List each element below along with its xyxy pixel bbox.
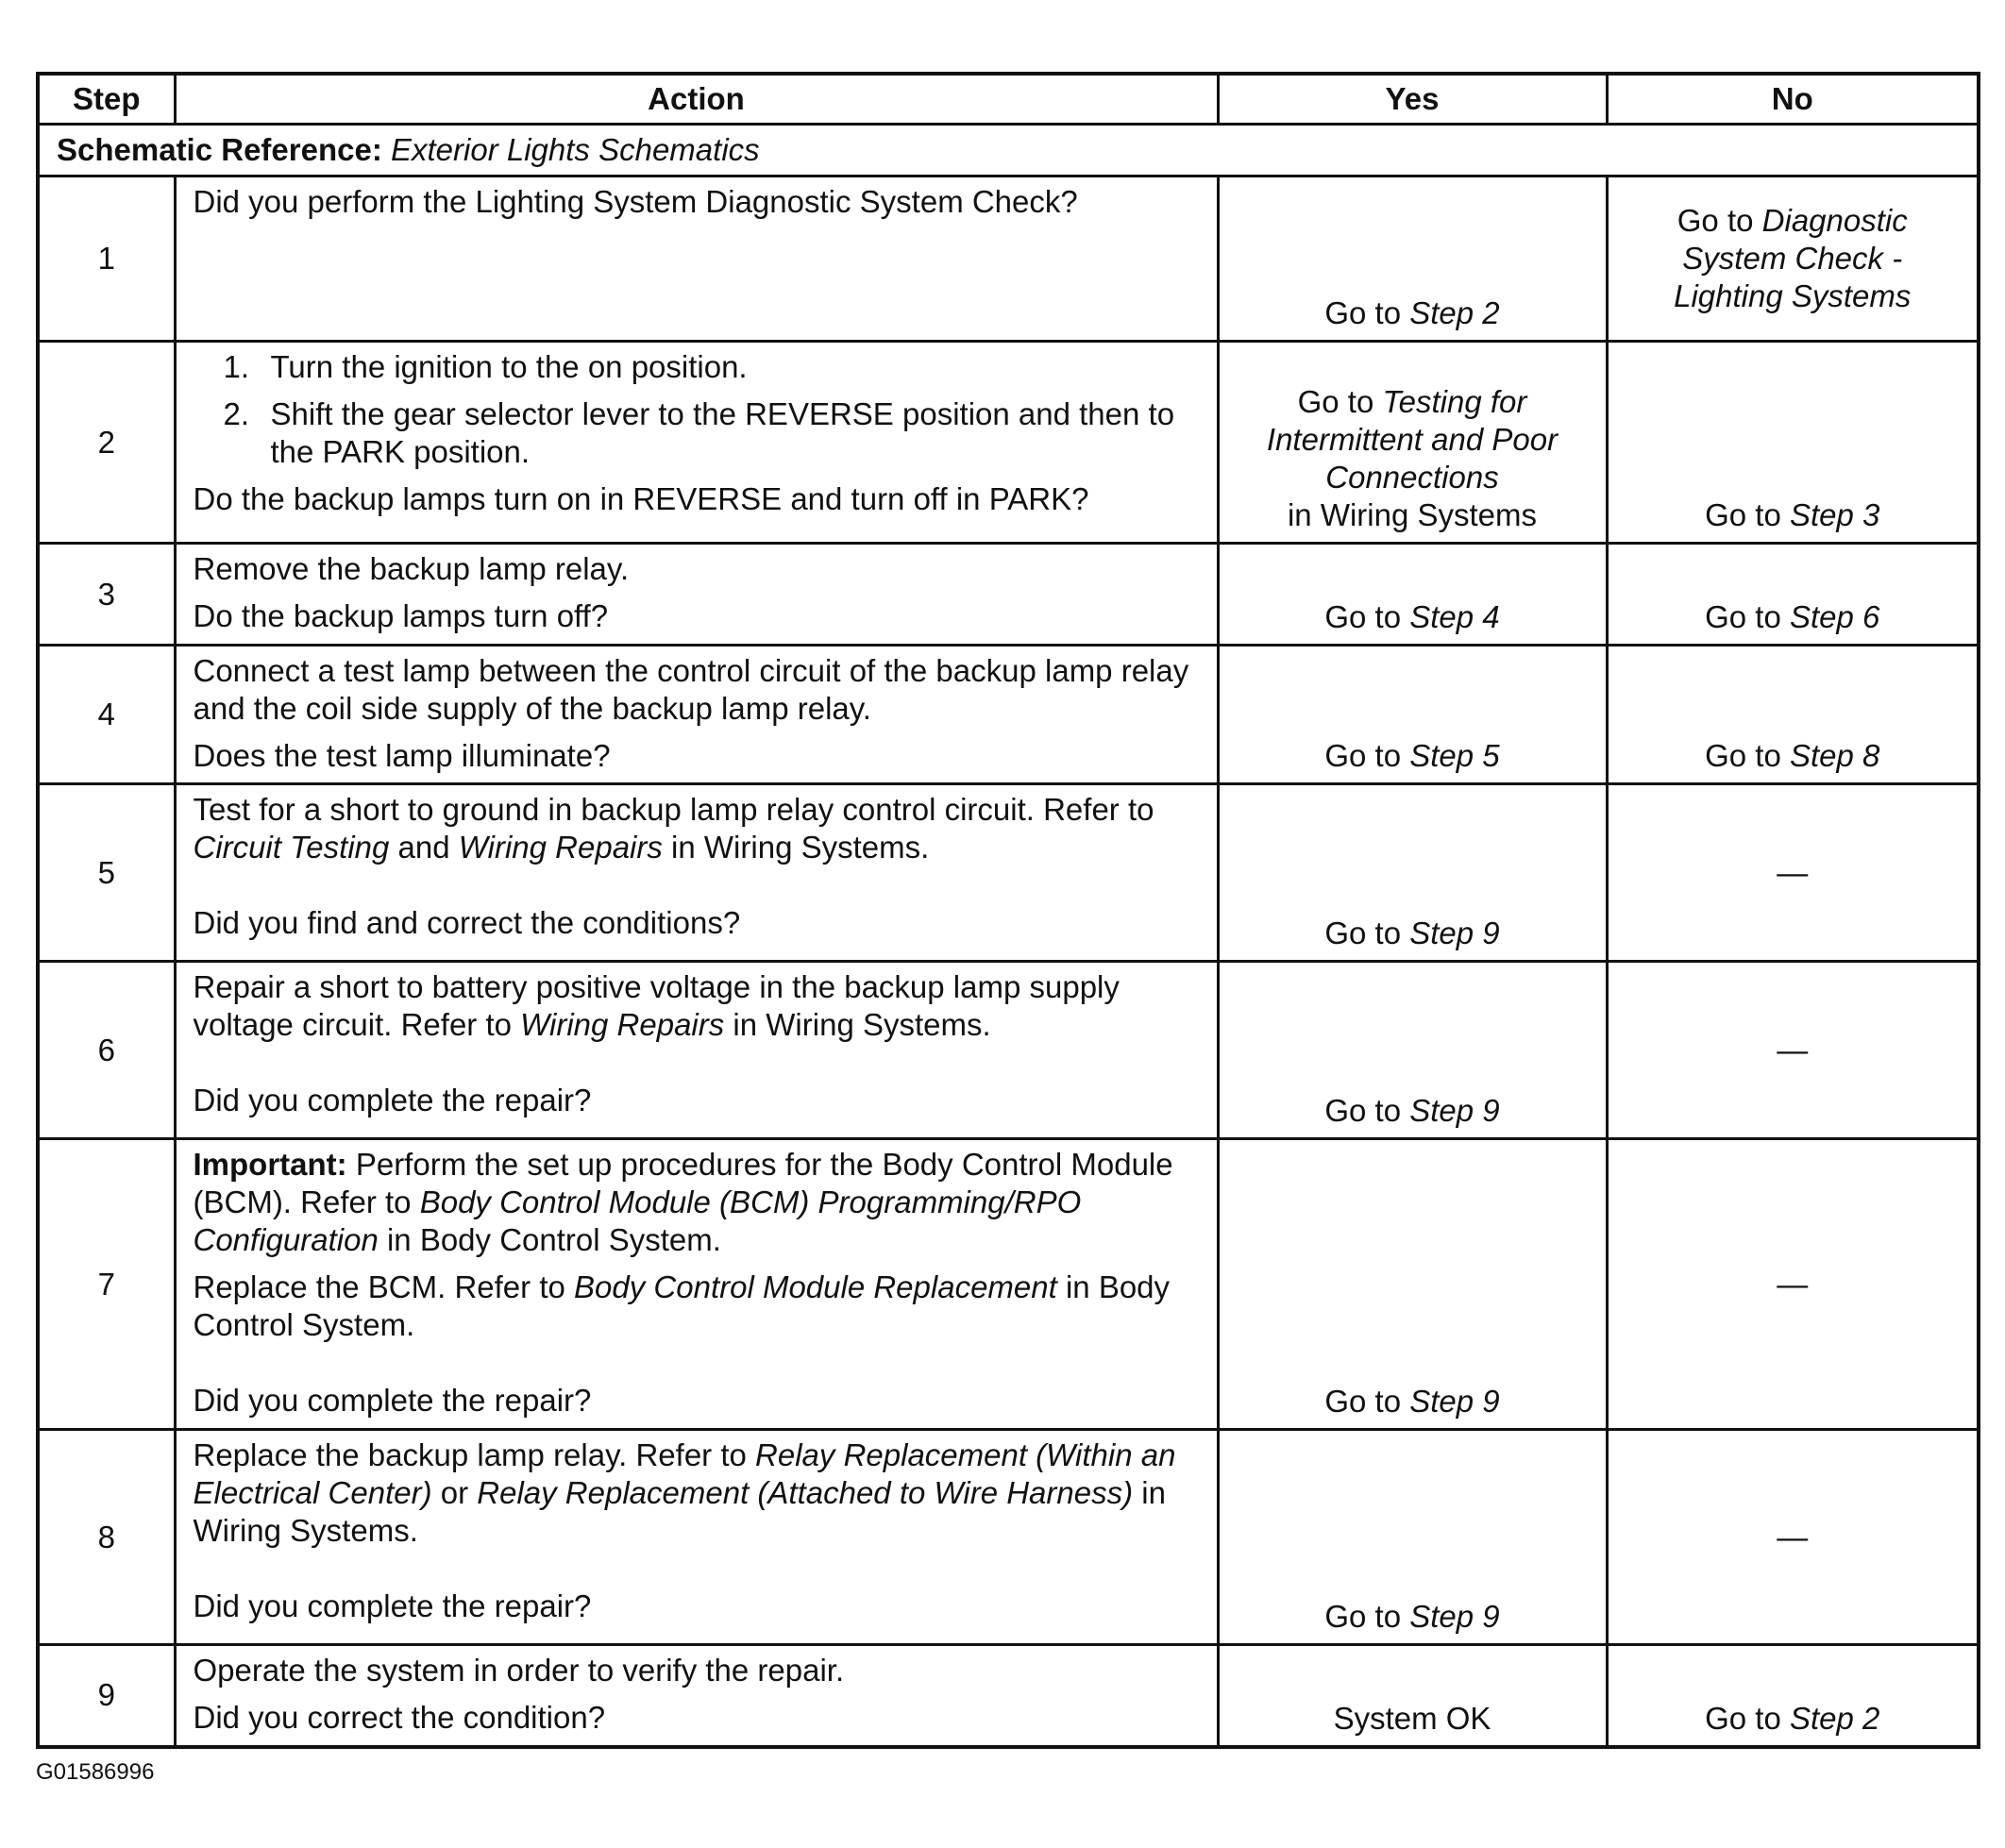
important-note [194,1146,1200,1259]
table-row [38,1430,1979,1645]
yes-cell: System OK [1218,1645,1607,1747]
no-link[interactable]: Step 6 [1789,599,1880,634]
no-prefix: Go to [1705,497,1790,532]
action-text-part: in Wiring Systems. [724,1007,991,1042]
yes-suffix: in Wiring Systems [1287,497,1538,532]
bcm-replacement-link[interactable]: Body Control Module Replacement [574,1269,1057,1304]
no-link[interactable]: Diagnostic System Check - Lighting Systems [1674,203,1912,313]
action-question: Did you complete the repair? [193,1083,592,1117]
action-cell [175,544,1218,646]
table-row [38,784,1979,962]
no-cell [1607,646,1979,784]
yes-cell [1218,342,1607,544]
table-row [38,342,1979,544]
schematic-reference [38,125,1979,176]
important-label: Important: [193,1147,347,1182]
yes-link[interactable]: Step 9 [1409,1093,1500,1128]
action-text-part: Test for a short to ground in backup lamp relay control circuit. Refer to [193,792,1154,827]
relay-replacement-center-link[interactable]: Relay Replacement (Within an Electrical Center) [193,1437,1176,1510]
table-row [38,1645,1979,1747]
no-cell: — [1607,1430,1979,1645]
yes-cell [1218,544,1607,646]
yes-prefix: Go to [1324,916,1410,950]
yes-cell [1218,784,1607,962]
no-link[interactable]: Step 3 [1789,497,1880,532]
list-item-text: Turn the ignition to the on position. [270,349,748,384]
no-cell: — [1607,784,1979,962]
step-number: 9 [38,1645,175,1747]
action-question: Does the test lamp illuminate? [193,738,611,773]
step-number: 8 [38,1430,175,1645]
header-action: Action [175,74,1218,125]
action-question: Did you complete the repair? [193,1383,592,1418]
header-row [38,74,1979,125]
action-cell [175,1645,1218,1747]
action-question: Do the backup lamps turn on in REVERSE and turn off in PARK? [193,481,1089,516]
action-question: Did you find and correct the conditions? [193,905,741,940]
action-text [194,1268,1200,1344]
action-cell [175,646,1218,784]
yes-link[interactable]: Step 9 [1409,916,1500,950]
list-item: 2. Shift the gear selector lever to the REVERSE position and then to the PARK position. [223,396,1175,469]
action-text-part: in Wiring Systems. [193,1475,1166,1548]
action-text [194,1436,1200,1550]
action-question: Did you complete the repair? [193,1588,592,1623]
yes-link[interactable]: Step 9 [1409,1599,1500,1634]
step-number: 4 [38,646,175,784]
step-number: 3 [38,544,175,646]
no-prefix: Go to [1705,1700,1790,1736]
action-question: Did you correct the condition? [193,1700,606,1735]
bcm-programming-link[interactable]: Body Control Module (BCM) Programming/RPO Configuration [193,1184,1082,1257]
action-text-part: or [431,1475,478,1510]
yes-cell [1218,962,1607,1139]
step-number: 6 [38,962,175,1139]
no-cell: — [1607,962,1979,1139]
header-step: Step [38,74,175,125]
action-cell [175,1430,1218,1645]
no-prefix: Go to [1676,203,1762,238]
list-item: 1. Turn the ignition to the on position. [223,349,748,384]
table-row [38,176,1979,342]
yes-cell [1218,1430,1607,1645]
table-row [38,544,1979,646]
yes-link[interactable]: Step 4 [1409,599,1500,634]
no-cell [1607,1645,1979,1747]
no-cell [1607,176,1979,342]
no-cell: — [1607,1139,1979,1430]
yes-prefix: Go to [1324,1093,1410,1128]
action-text-part: and [389,830,459,865]
wiring-repairs-link[interactable]: Wiring Repairs [458,830,663,865]
schematic-reference-row [38,125,1979,176]
table-row [38,1139,1979,1430]
yes-prefix: Go to [1324,295,1410,330]
yes-link[interactable]: Step 5 [1409,738,1500,773]
action-text-part: in Wiring Systems. [662,830,930,865]
yes-prefix: Go to [1324,1599,1410,1634]
step-number: 2 [38,342,175,544]
action-cell [175,1139,1218,1430]
diagnostic-table [36,72,1980,1749]
no-link[interactable]: Step 2 [1789,1700,1880,1736]
wiring-repairs-link[interactable]: Wiring Repairs [520,1007,725,1042]
step-number: 7 [38,1139,175,1430]
action-text [194,791,1200,866]
yes-link[interactable]: Testing for Intermittent and Poor Connections [1266,384,1559,495]
step-number: 1 [38,176,175,342]
schematic-reference-label: Schematic Reference: [57,132,382,167]
schematic-reference-link[interactable]: Exterior Lights Schematics [391,132,760,167]
table-row [38,646,1979,784]
action-text-part: Replace the backup lamp relay. Refer to [193,1437,756,1472]
no-prefix: Go to [1705,738,1790,773]
no-cell [1607,342,1979,544]
action-text-part: in Body Control System. [378,1222,721,1257]
circuit-testing-link[interactable]: Circuit Testing [193,830,390,865]
action-text-part: in Body Control System. [193,1269,1171,1342]
action-text: Remove the backup lamp relay. [193,551,630,586]
action-list [194,348,1200,471]
relay-replacement-harness-link[interactable]: Relay Replacement (Attached to Wire Harness) [477,1475,1134,1510]
action-question: Do the backup lamps turn off? [193,598,609,633]
action-text: Operate the system in order to verify the repair. [193,1653,845,1688]
yes-cell [1218,1139,1607,1430]
yes-cell [1218,176,1607,342]
action-text: Did you perform the Lighting System Diagnostic System Check? [193,184,1078,219]
action-cell [175,962,1218,1139]
figure-id: G01586996 [36,1759,155,1785]
no-link[interactable]: Step 8 [1789,738,1880,773]
yes-link[interactable]: Step 2 [1409,295,1500,330]
action-cell [175,176,1218,342]
table-row [38,962,1979,1139]
yes-cell [1218,646,1607,784]
yes-prefix: Go to [1297,384,1383,419]
no-prefix: Go to [1705,599,1790,634]
action-text-part: Perform the set up procedures for the Body Control Module (BCM). Refer to [193,1147,1173,1219]
action-text-part: Repair a short to battery positive voltage in the backup lamp supply voltage circuit. Refer to [193,969,1120,1042]
yes-prefix: Go to [1324,599,1410,634]
no-cell [1607,544,1979,646]
action-cell [175,784,1218,962]
yes-prefix: Go to [1324,1384,1410,1419]
header-yes: Yes [1218,74,1607,125]
list-item-text: Shift the gear selector lever to the REVERSE position and then to the PARK position. [270,396,1175,469]
header-no: No [1607,74,1979,125]
action-text: Connect a test lamp between the control circuit of the backup lamp relay and the coil side supply of the backup lamp relay. [193,653,1189,726]
yes-link[interactable]: Step 9 [1409,1384,1500,1419]
yes-prefix: Go to [1324,738,1410,773]
action-text-part: Replace the BCM. Refer to [193,1269,575,1304]
action-text [194,968,1200,1044]
step-number: 5 [38,784,175,962]
action-cell [175,342,1218,544]
